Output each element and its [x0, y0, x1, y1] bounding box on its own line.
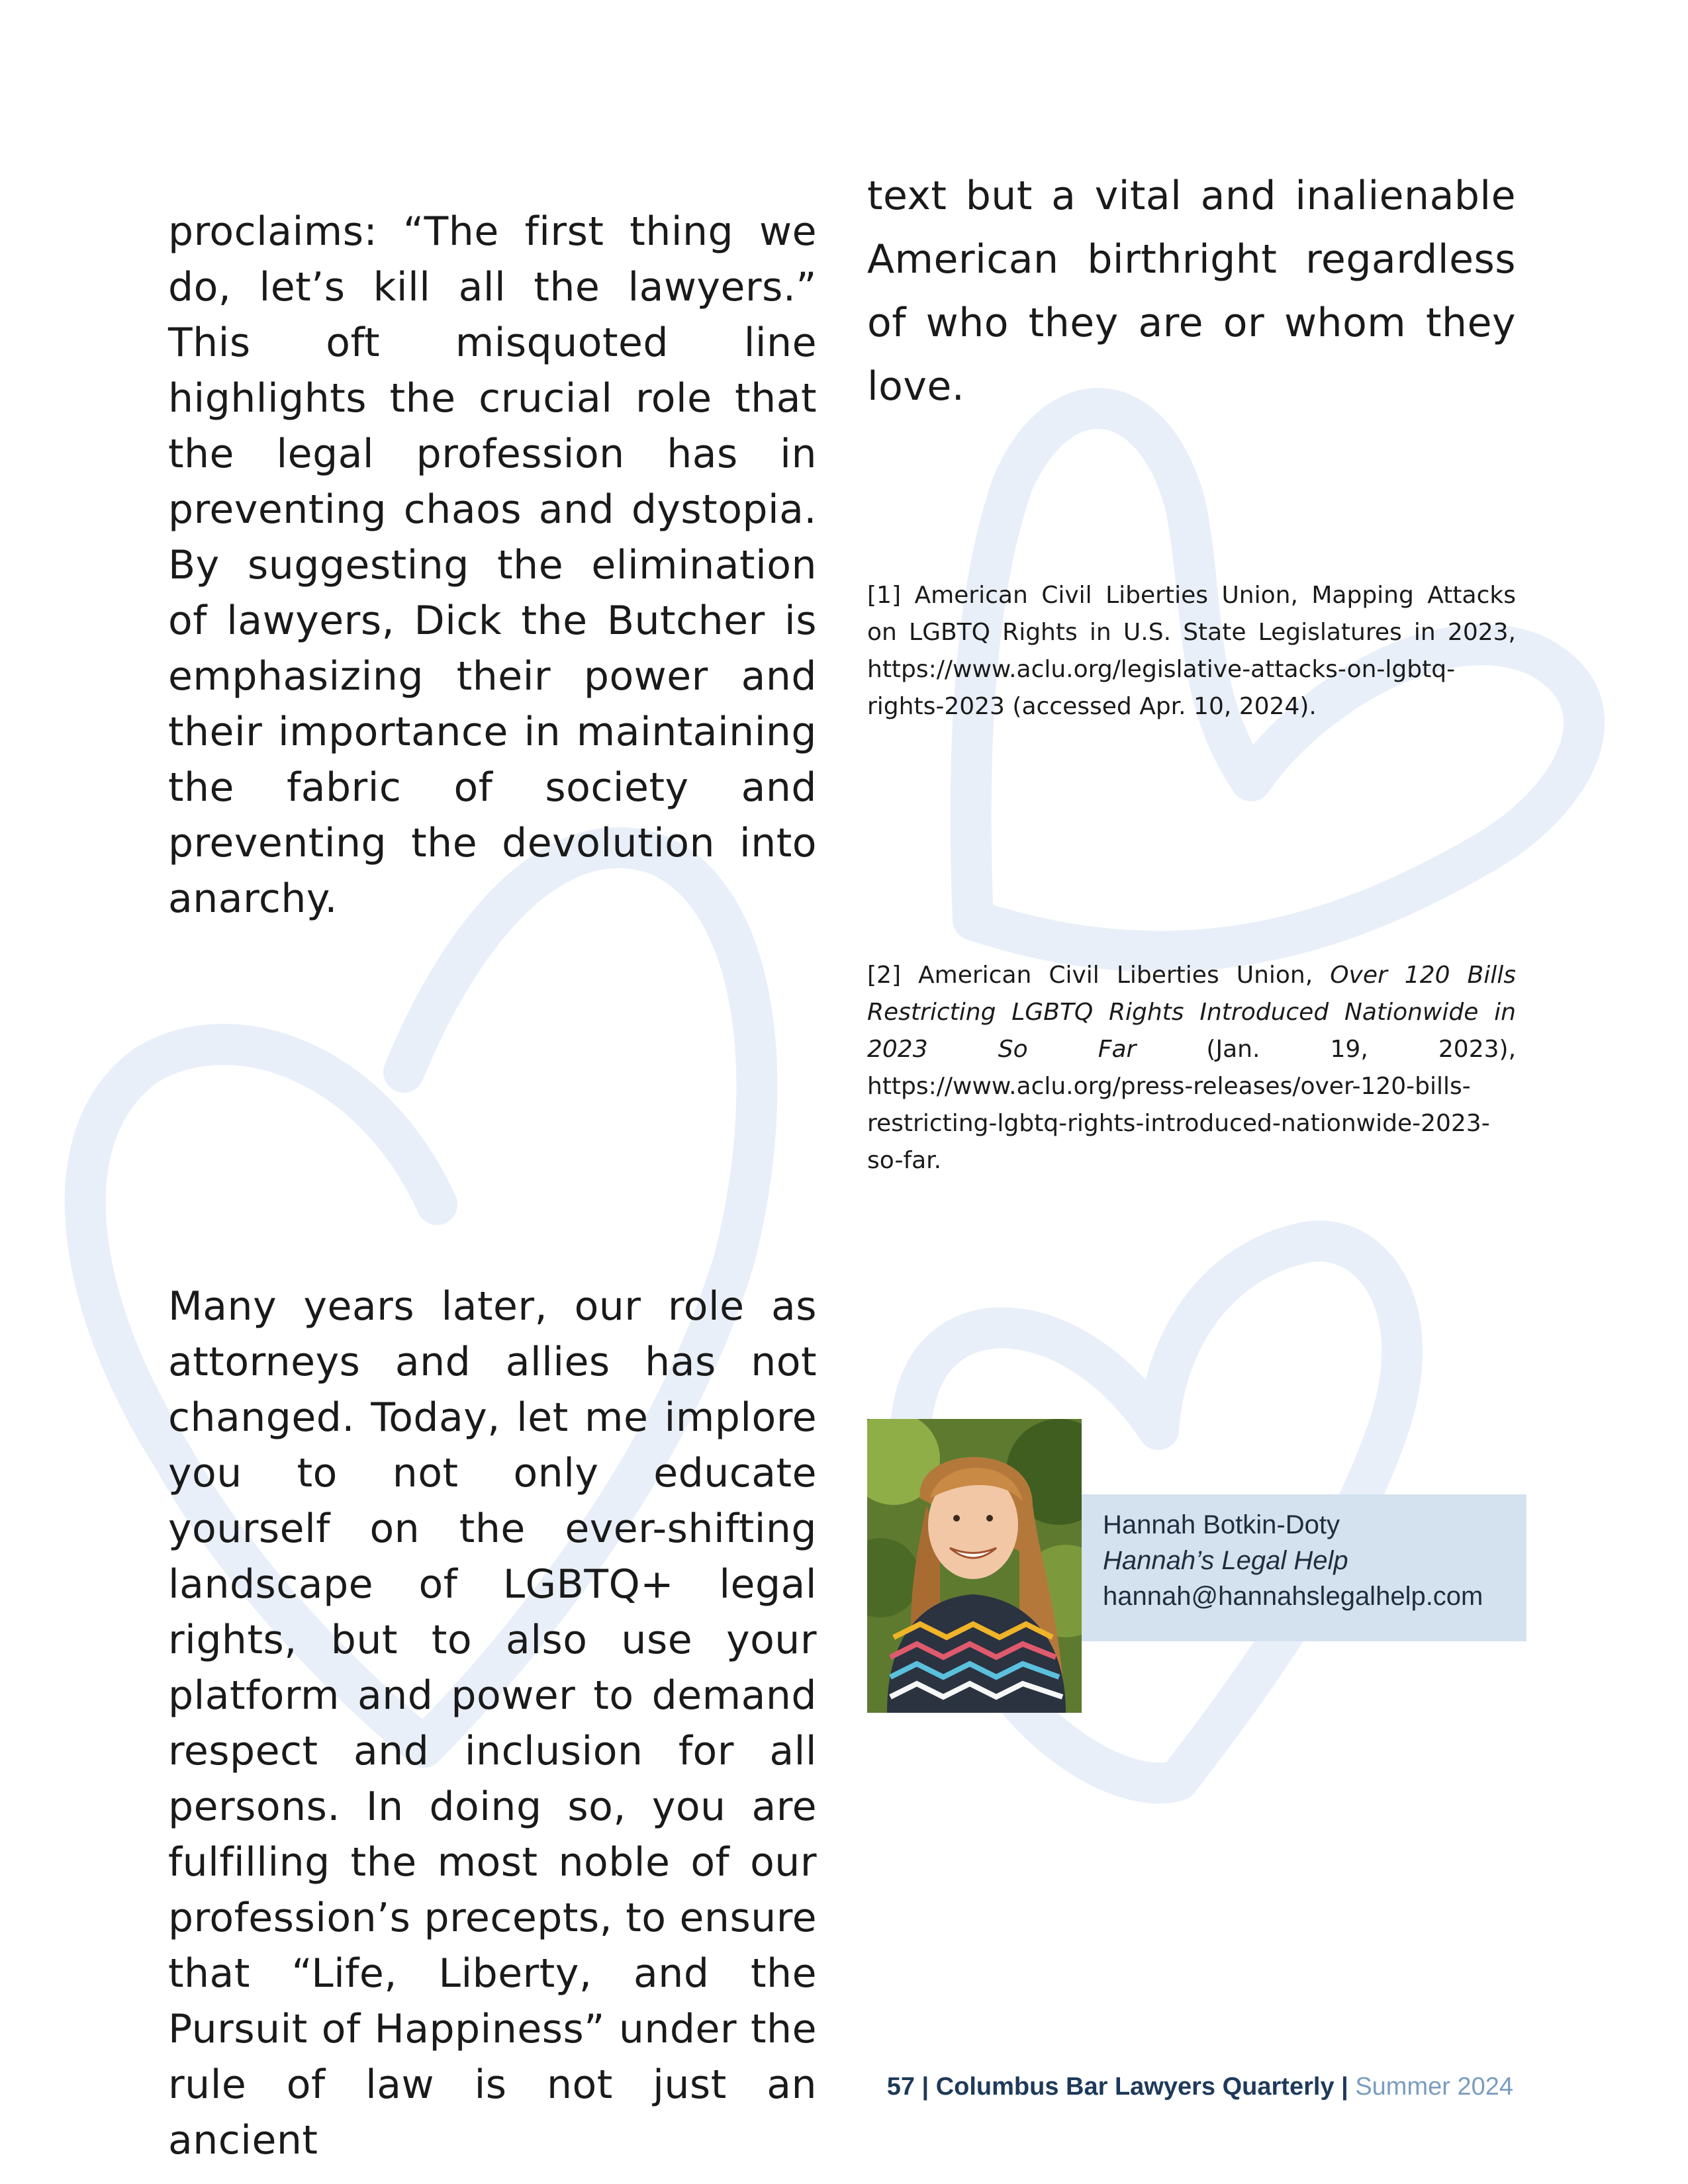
author-photo — [867, 1419, 1082, 1713]
page-footer — [887, 2073, 1513, 2101]
footer-separator: | — [914, 2073, 936, 2101]
footnote-2-prefix: [2] American Civil Liberties Union, — [867, 962, 1331, 989]
author-name: Hannah Botkin-Doty — [1103, 1510, 1340, 1539]
footnote-1: [1] American Civil Liberties Union, Mapping Attacks on LGBTQ Rights in U.S. State Legislatures in 2023, https://www.aclu.org/legislative-attacks-on-lgbtq-rights-2023 (accessed Apr. 10, 2024). — [867, 582, 1516, 720]
author-email[interactable]: hannah@hannahslegalhelp.com — [1103, 1582, 1483, 1611]
author-info-box — [1082, 1494, 1526, 1641]
footnote-2 — [867, 957, 1516, 1179]
footer-separator-2: | — [1334, 2073, 1356, 2101]
footnote-2-title: Over 120 Bills Restricting LGBTQ Rights Introduced Nationwide in 2023 So Far — [867, 962, 1517, 1063]
footnote-2-suffix: (Jan. 19, 2023), https://www.aclu.org/press-releases/over-120-bills-restricting-lgbtq-rights-introduced-nationwide-2023-so-far. — [867, 1036, 1517, 1174]
left-column-paragraph-1: proclaims: “The first thing we do, let’s kill all the lawyers.” This oft misquoted line highlights the crucial role that the legal profession has in preventing chaos and dystopia. By suggesting the elimination of lawyers, Dick the Butcher is emphasizing their power and their importance in maintaining the fabric of society and preventing the devolution into anarchy. — [168, 208, 817, 922]
left-column-paragraph-2: Many years later, our role as attorneys and allies has not changed. Today, let me implore you to not only educate yourself on the ever-shifting landscape of LGBTQ+ legal rights, but to also use your platform and power to demand respect and inclusion for all persons. In doing so, you are fulfilling the most noble of our profession’s precepts, to ensure that “Life, Liberty, and the Pursuit of Happiness” under the rule of law is not just an ancient — [168, 1283, 817, 2163]
issue-name: Summer 2024 — [1355, 2073, 1513, 2101]
publication-name: Columbus Bar Lawyers Quarterly — [935, 2073, 1335, 2101]
right-column-paragraph-1: text but a vital and inalienable American birthright regardless of who they are or whom they love. — [867, 173, 1516, 410]
page-number: 57 — [886, 2073, 915, 2101]
author-organization: Hannah’s Legal Help — [1103, 1546, 1348, 1575]
